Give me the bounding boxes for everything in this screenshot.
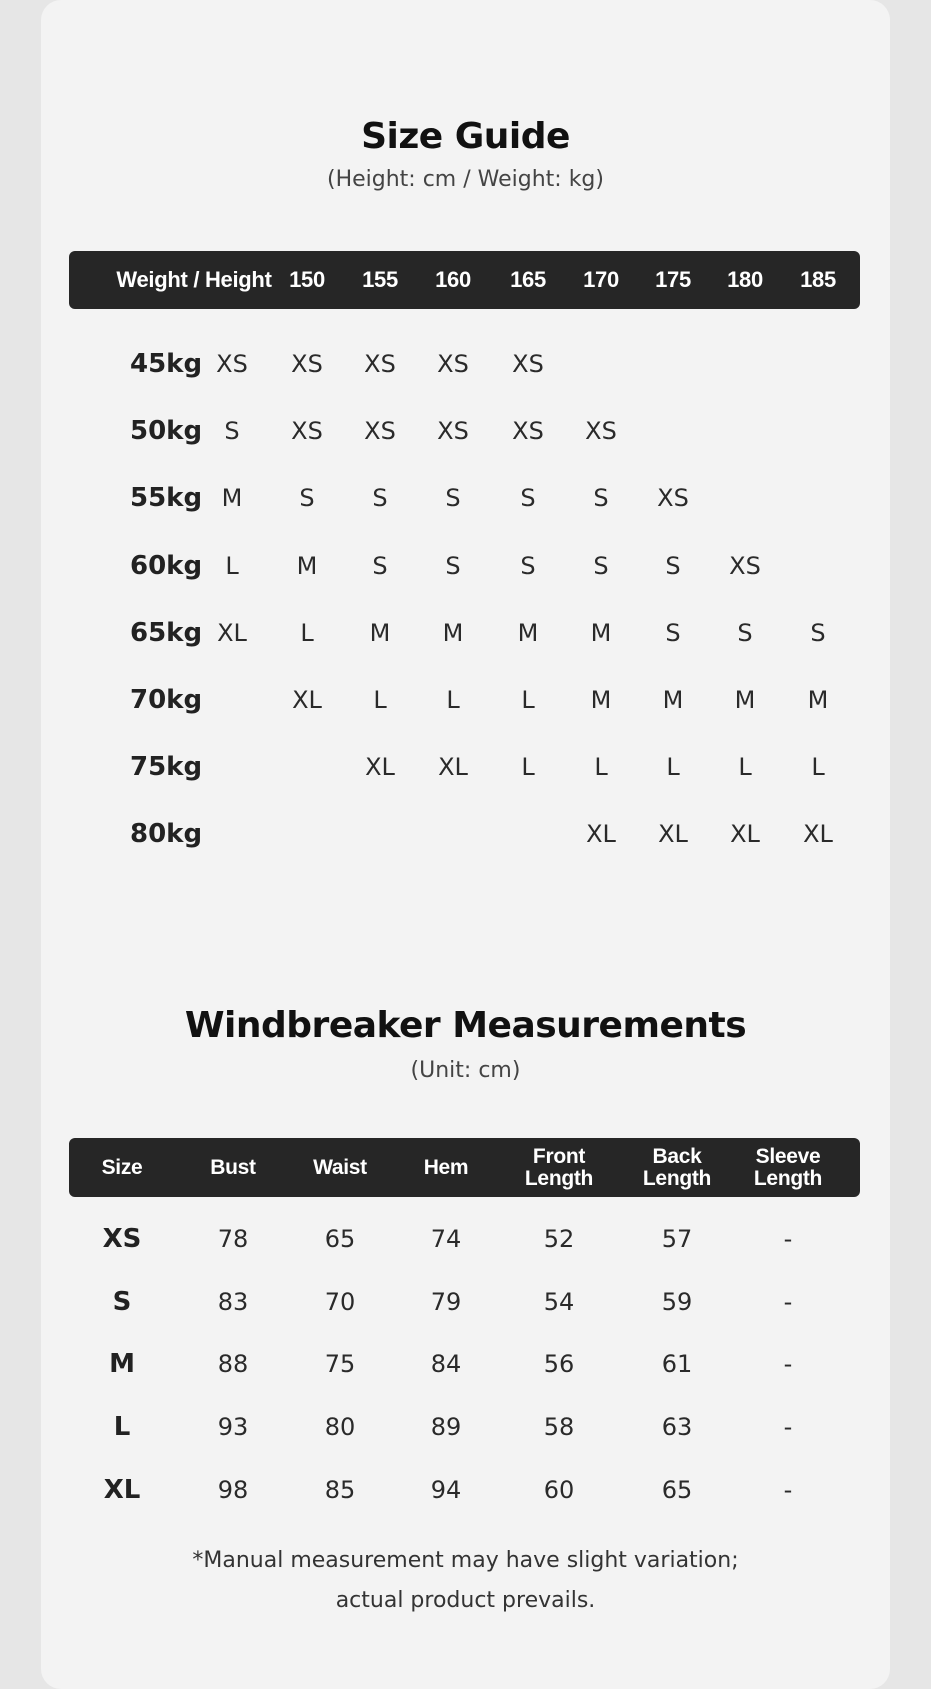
size-cell: S — [593, 551, 609, 580]
size-cell: S — [665, 618, 681, 647]
size-chart-card — [41, 0, 890, 1689]
measurement-header-size: Size — [101, 1155, 143, 1179]
measurement-cell: 89 — [430, 1413, 462, 1442]
measurement-cell: 98 — [217, 1475, 249, 1504]
note-line-1: *Manual measurement may have slight variation; — [192, 1548, 739, 1573]
size-cell: S — [665, 551, 681, 580]
size-cell: S — [737, 618, 753, 647]
size-cell: M — [807, 686, 829, 714]
measurement-cell: 83 — [217, 1287, 249, 1316]
size-cell: XS — [364, 417, 396, 446]
measurement-cell: 94 — [430, 1475, 462, 1504]
measurement-cell: 80 — [324, 1413, 356, 1442]
size-cell: L — [811, 753, 825, 782]
size-guide-header-bar — [69, 251, 860, 309]
size-cell: M — [442, 618, 464, 647]
size-label-S: S — [112, 1286, 132, 1317]
measurement-cell: 78 — [217, 1225, 249, 1253]
measurement-cell: 75 — [324, 1350, 356, 1379]
size-cell: M — [369, 618, 391, 647]
size-cell: M — [662, 686, 684, 714]
measurement-cell: - — [783, 1225, 793, 1253]
measurement-cell: 54 — [543, 1287, 575, 1316]
measurement-cell: 56 — [543, 1350, 575, 1379]
measurement-cell: 52 — [543, 1225, 575, 1253]
size-guide-title: Size Guide — [361, 116, 570, 157]
size-cell: S — [520, 484, 536, 513]
measurement-cell: 60 — [543, 1475, 575, 1504]
weight-label-70kg: 70kg — [130, 685, 203, 715]
size-cell: XS — [437, 417, 469, 446]
measurement-cell: 65 — [324, 1225, 356, 1253]
size-cell: XL — [730, 820, 760, 849]
size-cell: M — [590, 618, 612, 647]
measurements-title: Windbreaker Measurements — [184, 1005, 747, 1046]
measurement-cell: 58 — [543, 1413, 575, 1442]
height-header-175: 175 — [655, 267, 691, 292]
size-cell: L — [446, 686, 460, 714]
weight-label-60kg: 60kg — [130, 550, 203, 581]
size-cell: XS — [585, 417, 617, 446]
size-cell: M — [296, 551, 318, 580]
weight-label-75kg: 75kg — [130, 752, 203, 783]
weight-label-45kg: 45kg — [130, 349, 203, 379]
size-cell: S — [810, 618, 826, 647]
size-label-XL: XL — [103, 1474, 141, 1505]
corner-header: Weight / Height — [116, 267, 272, 292]
size-cell: XS — [512, 417, 544, 446]
size-cell: S — [520, 551, 536, 580]
measurement-cell: 70 — [324, 1287, 356, 1316]
measurement-cell: 85 — [324, 1475, 356, 1504]
height-header-185: 185 — [800, 267, 836, 292]
height-header-160: 160 — [435, 267, 471, 292]
size-cell: XL — [438, 753, 468, 782]
measurement-cell: 93 — [217, 1413, 249, 1442]
size-cell: S — [372, 484, 388, 513]
measurement-cell: - — [783, 1413, 793, 1442]
measurements-subtitle: (Unit: cm) — [410, 1058, 521, 1083]
measurements-header-bar — [69, 1138, 860, 1197]
size-label-XS: XS — [102, 1224, 142, 1254]
size-cell: S — [445, 484, 461, 513]
size-cell: S — [299, 484, 315, 513]
measurement-header-back-length: Back Length — [642, 1144, 712, 1190]
size-cell: L — [738, 753, 752, 782]
size-cell: XS — [437, 350, 469, 378]
measurement-cell: 57 — [661, 1225, 693, 1253]
measurement-header-sleeve-length: Sleeve Length — [753, 1144, 823, 1190]
size-label-M: M — [109, 1349, 135, 1380]
measurement-header-waist: Waist — [313, 1155, 367, 1179]
measurement-cell: 79 — [430, 1287, 462, 1316]
measurement-cell: 65 — [661, 1475, 693, 1504]
measurement-cell: 74 — [430, 1225, 462, 1253]
size-cell: L — [373, 686, 387, 714]
size-cell: XL — [292, 686, 322, 714]
measurement-cell: - — [783, 1475, 793, 1504]
size-cell: L — [521, 686, 535, 714]
size-cell: XS — [657, 484, 689, 513]
measurement-header-bust: Bust — [210, 1155, 256, 1179]
size-cell: L — [300, 618, 314, 647]
height-header-150: 150 — [289, 267, 325, 292]
size-cell: M — [221, 484, 243, 513]
weight-label-65kg: 65kg — [130, 617, 203, 648]
size-cell: M — [590, 686, 612, 714]
measurement-cell: 59 — [661, 1287, 693, 1316]
size-cell: L — [594, 753, 608, 782]
size-label-L: L — [113, 1412, 131, 1443]
size-cell: L — [521, 753, 535, 782]
size-cell: XL — [217, 618, 247, 647]
weight-label-50kg: 50kg — [130, 416, 203, 447]
weight-label-80kg: 80kg — [130, 819, 203, 850]
measurement-cell: 88 — [217, 1350, 249, 1379]
height-header-165: 165 — [510, 267, 546, 292]
size-cell: S — [372, 551, 388, 580]
size-cell: XS — [291, 417, 323, 446]
height-header-180: 180 — [727, 267, 763, 292]
size-cell: XL — [586, 820, 616, 849]
size-cell: S — [445, 551, 461, 580]
size-cell: M — [734, 686, 756, 714]
measurement-header-hem: Hem — [423, 1155, 469, 1179]
measurement-note — [41, 1541, 890, 1621]
size-cell: XS — [729, 551, 761, 580]
size-cell: XL — [658, 820, 688, 849]
size-cell: L — [666, 753, 680, 782]
size-guide-subtitle: (Height: cm / Weight: kg) — [327, 167, 604, 192]
height-header-155: 155 — [362, 267, 398, 292]
size-cell: XS — [291, 350, 323, 378]
size-cell: XS — [364, 350, 396, 378]
note-line-2: actual product prevails. — [335, 1588, 596, 1613]
size-cell: XL — [365, 753, 395, 782]
size-cell: L — [225, 551, 239, 580]
weight-label-55kg: 55kg — [130, 483, 203, 514]
measurement-cell: 61 — [661, 1350, 693, 1379]
size-cell: S — [224, 417, 240, 446]
measurement-cell: 63 — [661, 1413, 693, 1442]
size-cell: M — [517, 618, 539, 647]
measurement-cell: - — [783, 1287, 793, 1316]
measurement-cell: 84 — [430, 1350, 462, 1379]
height-header-170: 170 — [583, 267, 619, 292]
size-cell: XS — [512, 350, 544, 378]
size-cell: XL — [803, 820, 833, 849]
measurement-header-front-length: Front Length — [524, 1144, 594, 1190]
size-cell: S — [593, 484, 609, 513]
measurement-cell: - — [783, 1350, 793, 1379]
size-cell: XS — [216, 350, 248, 378]
